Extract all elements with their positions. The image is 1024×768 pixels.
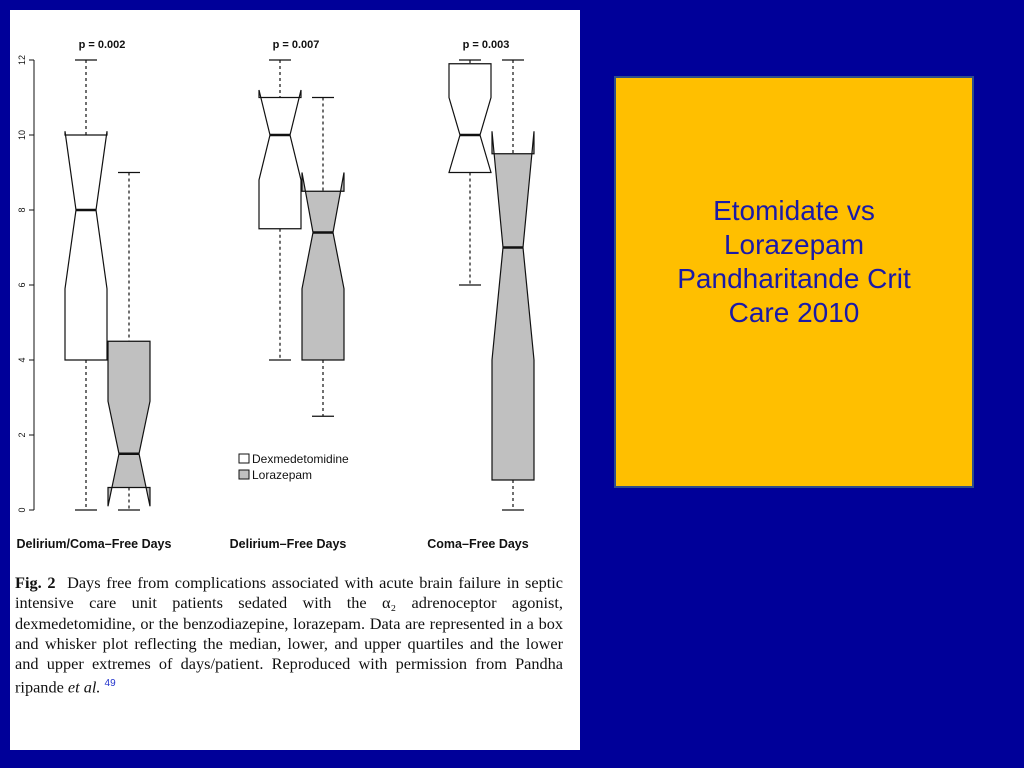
y-tick-label: 6 [17,282,27,288]
p-value-label: p = 0.003 [462,39,510,51]
box-dexmedetomidine [65,131,107,360]
box-lorazepam [108,341,150,506]
box-plot-chart [10,10,580,570]
y-tick-label: 0 [17,507,27,513]
title-line: Etomidate vs [713,195,875,226]
legend-label: Dexmedetomidine [252,452,349,466]
legend-label: Lorazepam [252,468,313,482]
slide-title [644,194,944,330]
legend-swatch [239,470,249,479]
p-value-label: p = 0.007 [272,39,320,51]
figure-label: Fig. 2 [15,573,56,592]
box-lorazepam [302,173,344,361]
title-line: Pandharitande Crit [677,263,911,294]
y-tick-label: 12 [17,54,27,66]
category-label: Coma–Free Days [427,537,529,551]
box-dexmedetomidine [259,90,301,229]
y-tick-label: 8 [17,207,27,213]
title-box [614,76,974,488]
legend-swatch [239,454,249,463]
title-line: Lorazepam [723,229,865,260]
category-label: Delirium/Coma–Free Days [16,537,172,551]
title-line: Care 2010 [728,297,860,328]
caption-italic: et al. [67,677,101,697]
figure-caption [15,573,563,698]
box-dexmedetomidine [449,64,491,173]
y-tick-label: 4 [17,357,27,363]
category-label: Delirium–Free Days [229,537,347,551]
box-lorazepam [492,131,534,480]
y-tick-label: 10 [17,129,27,141]
p-value-label: p = 0.002 [78,39,126,51]
figure-panel [10,10,580,750]
caption-text: Days free from complications associated with acute brain failure in septic intensive care unit patients sedated with the α₂ adrenoceptor agonist, dexmedetomidine, or the benzodiazepine, lorazepam. Data are represented in a box and whisker plot reflecting the median, lower, and upper quartiles and the lower and upper extremes of days/patient. Reproduced with permission from Pandha ripande [15,573,564,697]
caption-reference: 49 [104,678,116,690]
y-tick-label: 2 [17,432,27,438]
